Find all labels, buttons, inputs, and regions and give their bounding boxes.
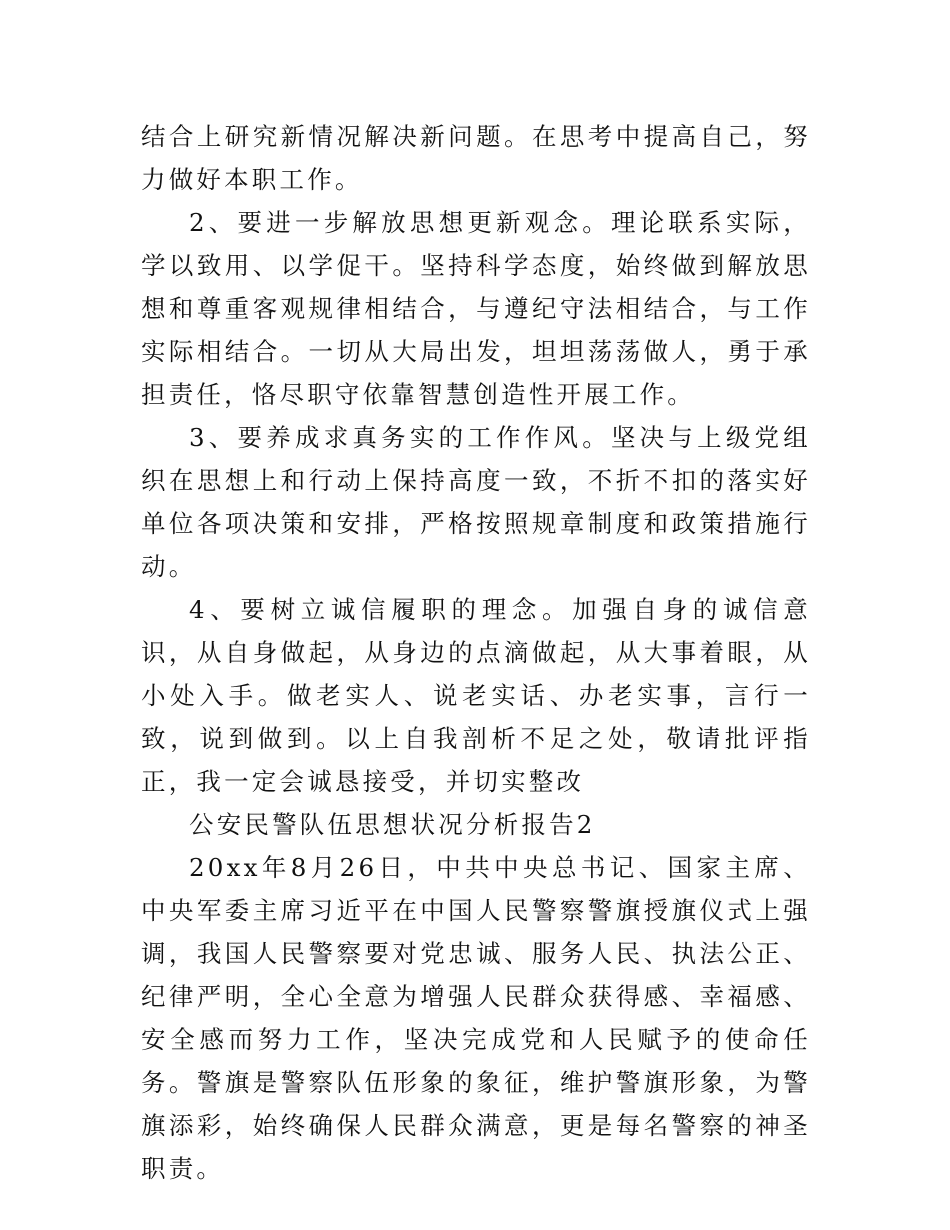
document-body — [141, 115, 811, 1190]
report-title: 公安民警队伍思想状况分析报告2 — [189, 810, 596, 839]
paragraph-point-3: 3、要养成求真务实的工作作风。坚决与上级党组织在思想上和行动上保持高度一致，不折不扣的落实好单位各项决策和安排，严格按照规章制度和政策措施行动。 — [141, 423, 811, 581]
paragraph-point-2: 2、要进一步解放思想更新观念。理论联系实际，学以致用、以学促干。坚持科学态度，始终做到解放思想和尊重客观规律相结合，与遵纪守法相结合，与工作实际相结合。一切从大局出发，坦坦荡荡做人，勇于承担责任，恪尽职守依靠智慧创造性开展工作。 — [141, 208, 811, 409]
paragraph-continuation: 结合上研究新情况解决新问题。在思考中提高自己，努力做好本职工作。 — [141, 122, 811, 194]
paragraph-point-4: 4、要树立诚信履职的理念。加强自身的诚信意识，从自身做起，从身边的点滴做起，从大事着眼，从小处入手。做老实人、说老实话、办老实事，言行一致，说到做到。以上自我剖析不足之处，敬请批评指正，我一定会诚恳接受，并切实整改 — [141, 595, 811, 796]
paragraph-report-intro: 20xx年8月26日，中共中央总书记、国家主席、中央军委主席习近平在中国人民警察警旗授旗仪式上强调，我国人民警察要对党忠诚、服务人民、执法公正、纪律严明，全心全意为增强人民群众获得感、幸福感、安全感而努力工作，坚决完成党和人民赋予的使命任务。警旗是警察队伍形象的象征，维护警旗形象，为警旗添彩，始终确保人民群众满意，更是每名警察的神圣职责。 — [141, 853, 811, 1183]
